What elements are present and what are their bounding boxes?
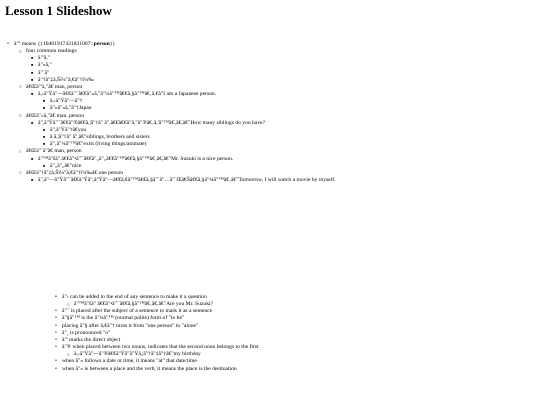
list-item (26, 48, 534, 84)
list-item: ■ ã"‚ã"¼ã"™ã€"exist (living things/animate) (50, 141, 534, 148)
example-label: ã€Œã"'ã,"ã€ man, person (26, 83, 83, 90)
list-item: • ã"' marks the direct object (62, 337, 532, 344)
example-label: ã€Œã"¨ã"ã€ man, person (26, 148, 82, 155)
list-item (26, 113, 534, 149)
item-bold: person (93, 41, 110, 47)
list-item (14, 41, 534, 184)
list-item: • ã"¯ is placed after the subject of a sentence to mark it as a sentence (62, 308, 532, 315)
list-item (26, 170, 534, 184)
list-item (38, 156, 534, 170)
list-item: ■ ã",ã"Ÿã"†ã€you (50, 127, 534, 134)
list-item: ■ ã"„ã"„ã€"nice (50, 163, 534, 170)
list-item: ■ ã"†ã"‡ã,Šï¼"ã,€ã"†ï¼‰ (38, 77, 534, 84)
list-item: • when ã"« follows a date or time, it means "at" that date/time (62, 358, 532, 365)
list-item: ■ ã"«ã," (38, 62, 534, 69)
list-item: ■ ã"¨ã" (38, 70, 534, 77)
list-item (38, 177, 534, 184)
example-sentence: ã",ã"Ÿã"¯ã€€ã"®ã€€ã,¦ã"†ã" ã",ã€€ã€€ã"ã,"ã"®ã€‚ã,'ã"™ã€‚ã€,ã€"How many siblings do you have? (38, 119, 266, 126)
list-item: • ã"§ã"™ is the ã"¼ã"™ (normal polite) form of "to be" (62, 315, 532, 322)
item-suffix: }} (109, 41, 116, 47)
list-item: ■ ã"«ã"»ã,"ã"†Japan (50, 105, 534, 112)
item-prefix: ã"º means {{10401917431831007:: (14, 41, 94, 47)
list-item: • placing ã"§ after ã,€ã"† turns it from "one person" to "alone" (62, 323, 532, 330)
example-sentence: ã,‹ã"Ÿã"—ã€€ã"¯ã€€ã"«ã,"ã"¼ã"™ã€€ã,§ã"™ã€‚ã,€ã"I am a Japanese person. (38, 91, 217, 98)
list-item: ■ ã"'ã," (38, 55, 534, 62)
list-item: ○ ã"™ã"šã" ã€€ã"•ã"¯ã€€ã,§ã"™ã€‚ã€,ã€"Are you Mr. Suzuki? (74, 301, 532, 308)
grammar-note: ã"‹ can be added to the end of any sentence to make it a question (62, 294, 207, 300)
list-item (38, 120, 534, 149)
example-sentence: ã"™ã"šã" ã€€ã"•ã"¯ã€€ã"„ã"„ã€€ã"™ã€€ã,§ã"™ã€‚ã€,ã€"Mr. Suzuki is a nice person. (38, 155, 234, 162)
list-item (26, 148, 534, 169)
bottom-list (62, 294, 532, 373)
example-sentence: ã",ã"—ã"Ÿã"¯ã€€ã"Ÿã",ã"Ÿã"—ã€€ã,€ã"™ã€€ã,§ã"¨ã"…ã"¨Œã€Šã€€ã,§ã"¾ã"™ã€‚ã€"Tomorrow, I will watch a movie by myself. (38, 176, 336, 183)
list-item: ■ ã ã,¦ã"†ã" ã",ã€"siblings, brothers and sisters (50, 134, 534, 141)
list-item (26, 84, 534, 113)
top-list (14, 41, 534, 184)
list-item (62, 344, 532, 358)
list-item: • when ã"« is between a place and the verb, it means the place is the destination (62, 366, 532, 373)
page-title: Lesson 1 Slideshow (5, 3, 112, 18)
list-item: • ã"¸ is pronounced "o" (62, 330, 532, 337)
grammar-note: ã"® when placed between two nouns, indicates that the second noun belongs to the first (62, 344, 259, 351)
example-label: ã€Œã"«ã,"ã€ man, person (26, 112, 84, 119)
list-item: ○ ã,‹ã"Ÿã"—ã"®ã€€ã"Ÿã"ã"Ÿã,¦ã"†ã"‡ã"†ã€"my birthday (74, 351, 532, 358)
list-item (38, 91, 534, 112)
readings-label: four common readings (26, 48, 77, 55)
example-label: ã€Œã"†ã"‡ã,Šï¼"ã,€ã"†ï¼‰ã€ one person (26, 169, 124, 176)
list-item: ■ ã,‹ã"Ÿã"—ã"† (50, 98, 534, 105)
list-item (62, 294, 532, 308)
